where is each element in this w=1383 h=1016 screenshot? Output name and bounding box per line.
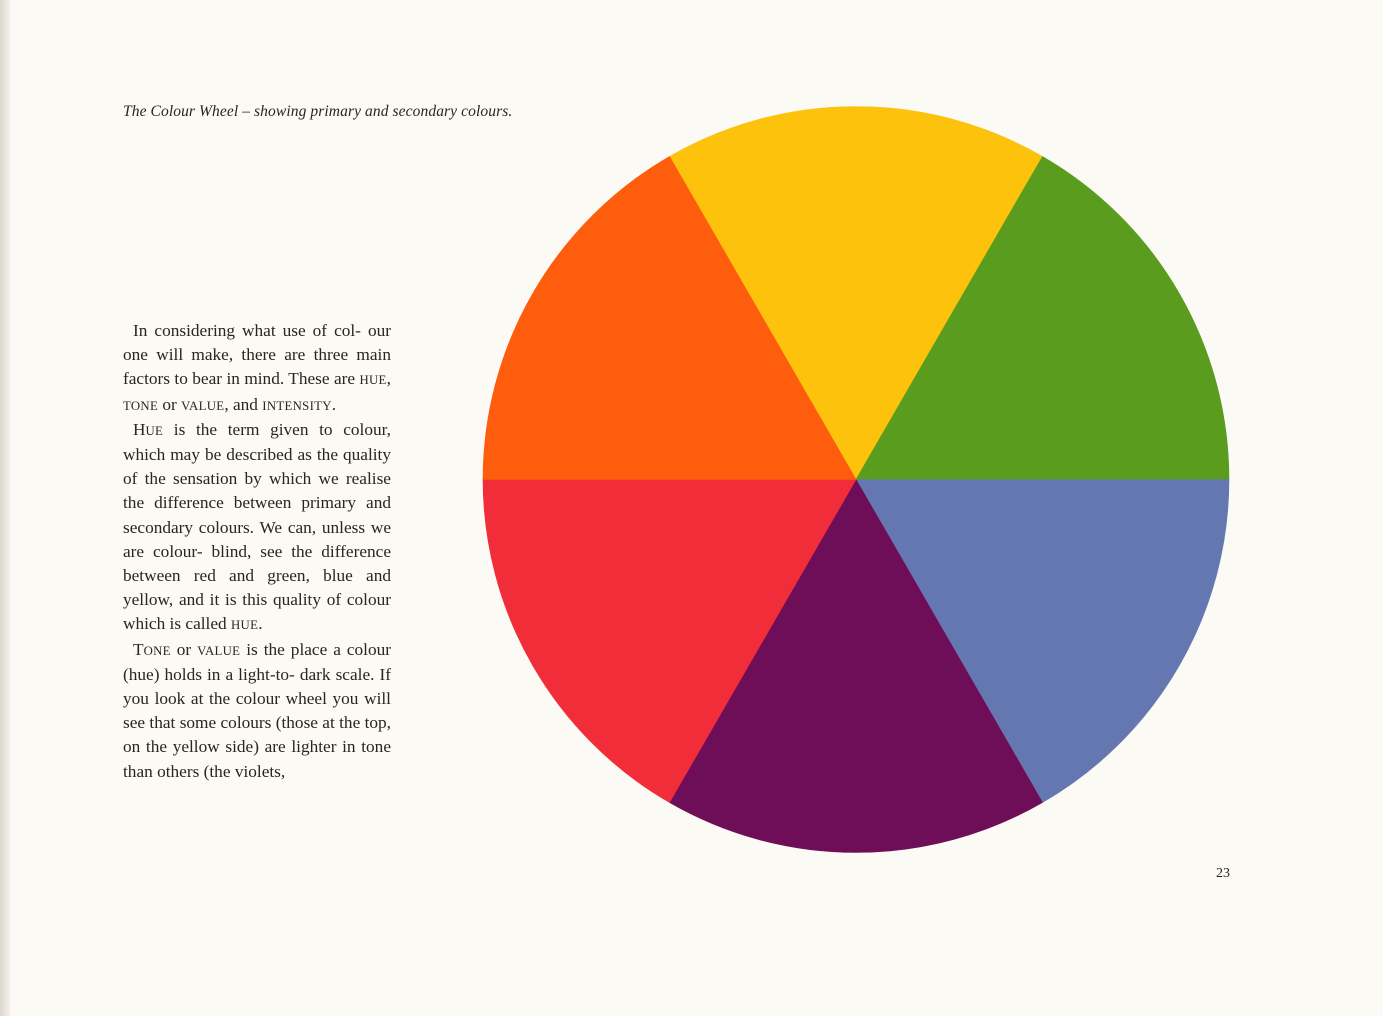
text-run: three main factors to bear in bbox=[123, 345, 391, 389]
text-run: . bbox=[258, 614, 263, 634]
text-run: is the place a bbox=[240, 639, 341, 659]
text-run: on the yellow side) are lighter in bbox=[123, 737, 356, 757]
text-run: or bbox=[158, 394, 177, 414]
paragraph bbox=[123, 319, 391, 418]
text-run: dark scale. If you look at the bbox=[123, 664, 391, 709]
figure-caption: The Colour Wheel – showing primary and secondary colours. bbox=[123, 103, 513, 120]
colour-wheel bbox=[482, 105, 1230, 854]
small-caps-term: HUE bbox=[230, 618, 259, 633]
small-caps-term: INTENSITY bbox=[262, 398, 332, 413]
small-caps-term: HUE bbox=[359, 373, 387, 388]
text-run: , bbox=[386, 369, 391, 389]
text-run: . bbox=[331, 394, 337, 414]
small-caps-term: VALUE bbox=[197, 643, 241, 658]
text-run: blind, see the difference between bbox=[123, 541, 391, 586]
text-run: our one will make, there are bbox=[123, 321, 392, 365]
text-run: In considering what use of col- bbox=[133, 321, 361, 340]
text-run: , and bbox=[224, 394, 263, 414]
text-run: mind. These are bbox=[244, 369, 360, 389]
text-run: some colours (those at the top, bbox=[179, 713, 391, 733]
text-run: primary and secondary colours. bbox=[123, 493, 391, 537]
small-caps-term: VALUE bbox=[181, 398, 225, 413]
text-run: we realise the difference between bbox=[123, 469, 391, 513]
text-run: or bbox=[170, 639, 198, 659]
text-run: quality of the sensation by which bbox=[123, 445, 391, 489]
book-gutter bbox=[0, 0, 10, 1016]
small-caps-term: ONE bbox=[143, 643, 171, 658]
text-run: is the term given to colour, bbox=[163, 419, 391, 439]
page-number: 23 bbox=[1216, 866, 1230, 881]
paragraph bbox=[123, 418, 391, 638]
small-caps-term: UE bbox=[145, 423, 164, 438]
text-run: red and green, blue and yellow, bbox=[123, 566, 391, 610]
text-run: which may be described as the bbox=[123, 445, 338, 465]
text-run: tone than others (the violets, bbox=[123, 737, 391, 781]
text-run: colour wheel you will see that bbox=[123, 689, 391, 733]
text-run: We can, unless we are colour- bbox=[123, 517, 391, 561]
body-text bbox=[123, 319, 391, 784]
text-run: colour (hue) holds in a light-to- bbox=[123, 639, 392, 684]
paragraph bbox=[123, 638, 391, 784]
text-run: and it is this quality of colour bbox=[178, 590, 391, 610]
text-run: which is called bbox=[123, 614, 231, 634]
text-run: T bbox=[133, 639, 144, 659]
text-run: H bbox=[133, 419, 146, 439]
small-caps-term: TONE bbox=[123, 398, 159, 413]
